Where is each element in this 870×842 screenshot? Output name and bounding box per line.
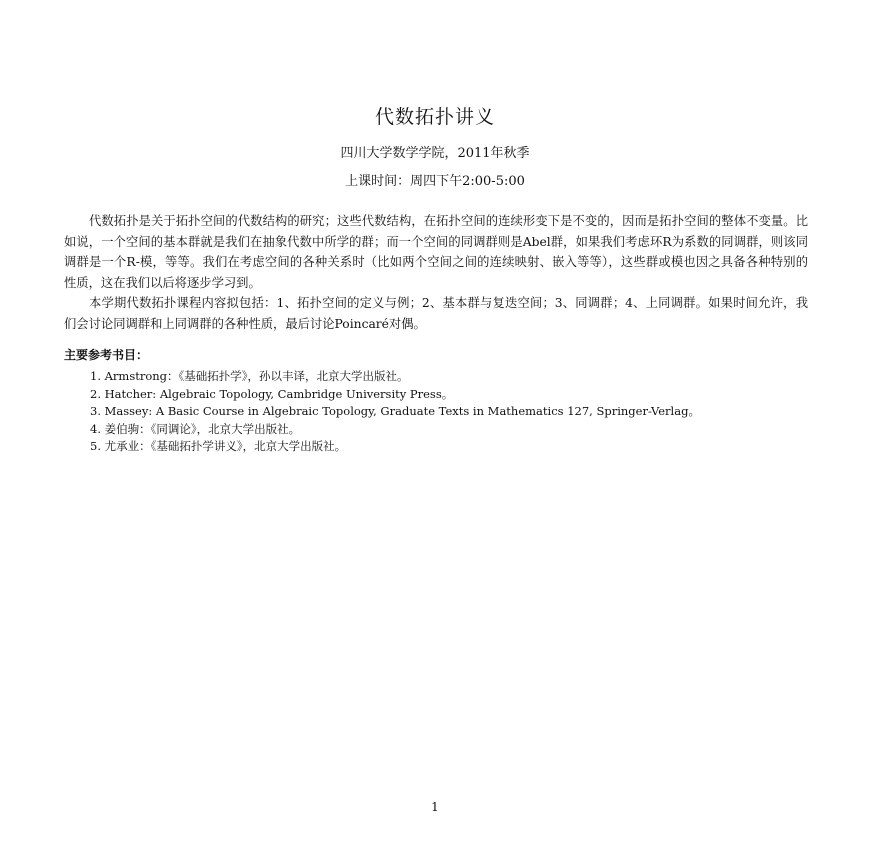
page-number: 1	[431, 800, 439, 814]
reference-item: 4. 姜伯驹：《同调论》，北京大学出版社。	[90, 421, 301, 436]
course-content-paragraph: 本学期代数拓扑课程内容拟包括：1、拓扑空间的定义与例；2、基本群与复迭空间；3、同调群；4、上同调群。如果时间允许，我们会讨论同调群和上同调群的各种性质，最后讨论Poincaré对偶。	[64, 296, 808, 331]
references-heading: 主要参考书目：	[64, 348, 149, 362]
intro-paragraph: 代数拓扑是关于拓扑空间的代数结构的研究；这些代数结构，在拓扑空间的连续形变下是不变的，因而是拓扑空间的整体不变量。比如说，一个空间的基本群就是我们在抽象代数中所学的群；而一个空间的同调群则是Abel群，如果我们考虑环R为系数的同调群，则该同调群是一个R-模，等等。我们在考虑空间的各种关系时（比如两个空间之间的连续映射、嵌入等等），这些群或模也因之具备各种特别的性质，这在我们以后将逐步学习到。	[64, 214, 808, 290]
reference-item: 5. 尤承业：《基础拓扑学讲义》，北京大学出版社。	[90, 439, 347, 454]
document-subtitle: 四川大学数学学院，2011年秋季	[340, 146, 530, 161]
references-list	[90, 368, 700, 456]
reference-item: 2. Hatcher: Algebraic Topology, Cambridge University Press。	[90, 386, 454, 401]
document-title: 代数拓扑讲义	[374, 106, 495, 128]
class-schedule: 上课时间：周四下午2:00-5:00	[345, 174, 525, 189]
reference-item: 1. Armstrong：《基础拓扑学》，孙以丰译，北京大学出版社。	[90, 369, 409, 383]
reference-item: 3. Massey: A Basic Course in Algebraic Topology, Graduate Texts in Mathematics 127, Springer-Verlag。	[90, 404, 700, 419]
body-text	[64, 211, 808, 334]
